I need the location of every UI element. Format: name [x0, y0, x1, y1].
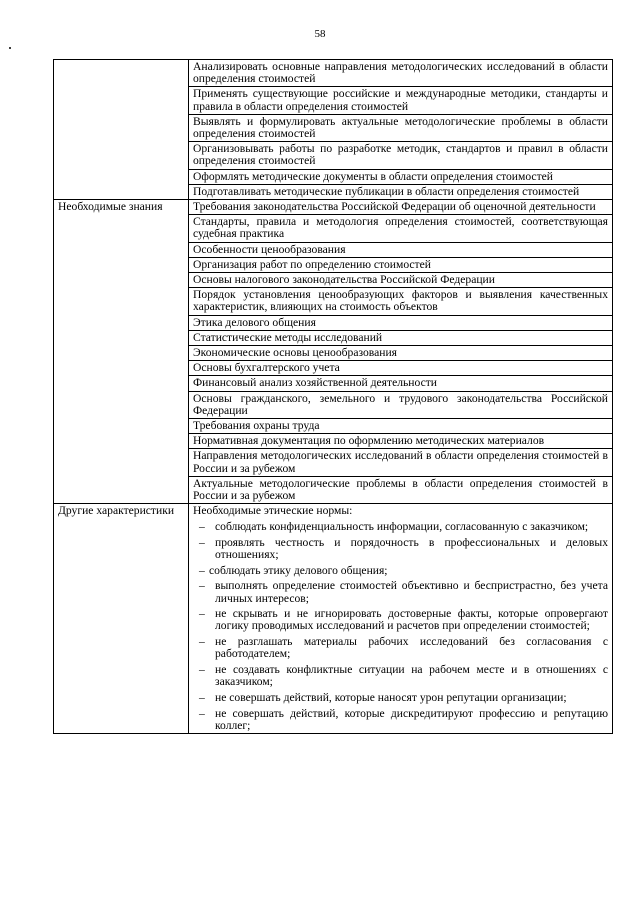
page-number: 58	[314, 28, 326, 40]
list-item	[193, 608, 608, 632]
dash-bullet: –	[199, 690, 205, 704]
table-cell: Экономические основы ценообразования	[189, 345, 612, 360]
table-cell: Организация работ по определению стоимостей	[189, 257, 612, 272]
norms-intro: Необходимые этические нормы:	[193, 504, 353, 518]
table-cell: Основы гражданского, земельного и трудового законодательства Российской Федерации	[189, 391, 612, 418]
table-row-knowledge	[54, 200, 613, 504]
row-label: Другие характеристики	[54, 504, 189, 734]
table-cell: Особенности ценообразования	[189, 242, 612, 257]
list-item-text: соблюдать этику делового общения;	[209, 563, 388, 577]
list-item	[193, 537, 608, 561]
table-cell: Актуальные методологические проблемы в области определения стоимостей в России и за рубежом	[189, 476, 612, 503]
list-item	[193, 636, 608, 660]
table-cell: Стандарты, правила и методология определения стоимостей, соответствующая судебная практика	[189, 214, 612, 241]
table-cell: Направления методологических исследований в области определения стоимостей в России и за рубежом	[189, 448, 612, 475]
ethics-norms	[189, 504, 612, 733]
table-cell: Требования законодательства Российской Федерации об оценочной деятельности	[193, 200, 596, 214]
dash-bullet: –	[199, 706, 205, 720]
row-label: Необходимые знания	[54, 200, 189, 504]
list-item-text: проявлять честность и порядочность в профессиональных и деловых отношениях;	[215, 535, 608, 561]
scan-mark	[9, 47, 11, 49]
list-item	[193, 580, 608, 604]
row-content	[189, 60, 613, 200]
row-label	[54, 60, 189, 200]
table-cell: Этика делового общения	[189, 315, 612, 330]
list-item-text: не создавать конфликтные ситуации на рабочем месте и в отношениях с заказчиком;	[215, 663, 608, 689]
list-item	[193, 692, 608, 704]
table-cell: Анализировать основные направления методологических исследований в области определения стоимостей	[193, 60, 608, 86]
table-cell: Требования охраны труда	[189, 418, 612, 433]
dash-bullet: –	[199, 563, 205, 577]
list-item	[193, 521, 608, 533]
table-cell: Финансовый анализ хозяйственной деятельности	[189, 375, 612, 390]
norms-list	[193, 521, 608, 732]
dash-bullet: –	[199, 663, 205, 677]
table-row-other	[54, 504, 613, 734]
list-item-text: не совершать действий, которые дискредитируют профессию и репутацию коллег;	[215, 706, 608, 732]
dash-bullet: –	[199, 607, 205, 621]
list-item-text: не совершать действий, которые наносят урон репутации организации;	[215, 690, 567, 704]
table-cell: Порядок установления ценообразующих факторов и выявления качественных характеристик, влияющих на стоимость объектов	[189, 287, 612, 314]
table-cell: Статистические методы исследований	[189, 330, 612, 345]
list-item	[193, 664, 608, 688]
table-cell: Выявлять и формулировать актуальные методологические проблемы в области определения стоимостей	[189, 114, 612, 141]
list-item	[193, 708, 608, 732]
list-item-text: соблюдать конфиденциальность информации, согласованную с заказчиком;	[215, 520, 589, 533]
dash-bullet: –	[199, 579, 205, 593]
table-cell: Применять существующие российские и международные методики, стандарты и правила в области определения стоимостей	[189, 86, 612, 113]
competency-table	[53, 59, 613, 734]
list-item	[193, 565, 608, 577]
table-cell: Нормативная документация по оформлению методических материалов	[189, 433, 612, 448]
row-content	[189, 200, 613, 504]
row-content	[189, 504, 613, 734]
table-cell: Организовывать работы по разработке методик, стандартов и правил в области определения стоимостей	[189, 141, 612, 168]
table-row-skills	[54, 60, 613, 200]
dash-bullet: –	[199, 520, 205, 533]
dash-bullet: –	[199, 635, 205, 649]
dash-bullet: –	[199, 535, 205, 549]
table-cell: Основы бухгалтерского учета	[189, 360, 612, 375]
table-cell: Основы налогового законодательства Российской Федерации	[189, 272, 612, 287]
table-cell: Подготавливать методические публикации в области определения стоимостей	[189, 184, 612, 199]
table-cell: Оформлять методические документы в области определения стоимостей	[189, 169, 612, 184]
list-item-text: выполнять определение стоимостей объективно и беспристрастно, без учета личных интересов;	[215, 579, 608, 605]
list-item-text: не разглашать материалы рабочих исследований без согласования с работодателем;	[215, 635, 608, 661]
list-item-text: не скрывать и не игнорировать достоверные факты, которые опровергают логику проводимых исследований и расчетов при определении стоимостей;	[215, 607, 608, 633]
